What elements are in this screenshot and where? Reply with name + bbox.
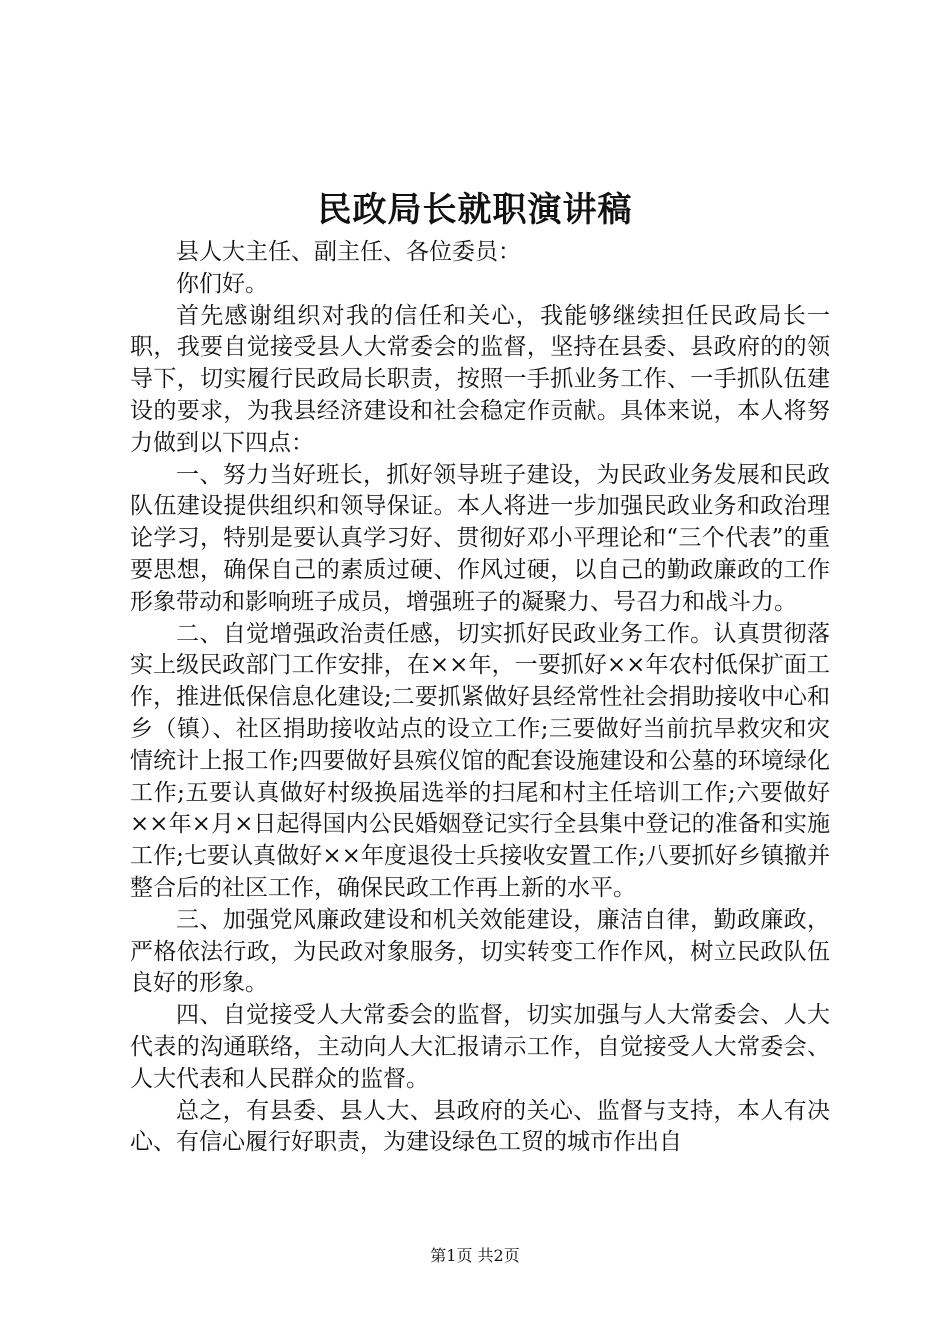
point-four-paragraph: 四、自觉接受人大常委会的监督，切实加强与人大常委会、人大代表的沟通联络，主动向人大汇报请示工作，自觉接受人大常委会、人大代表和人民群众的监督。 [130, 1002, 830, 1092]
intro-paragraph: 首先感谢组织对我的信任和关心，我能够继续担任民政局长一职，我要自觉接受县人大常委会的监督，坚持在县委、县政府的的领导下，切实履行民政局长职责，按照一手抓业务工作、一手抓队伍建设的要求，为我县经济建设和社会稳定作贡献。具体来说，本人将努力做到以下四点： [130, 302, 830, 456]
conclusion-paragraph: 总之，有县委、县人大、县政府的关心、监督与支持，本人有决心、有信心履行好职责，为建设绿色工贸的城市作出自 [130, 1097, 830, 1156]
page-number-footer: 第1页 共2页 [430, 1246, 520, 1265]
document-body [130, 237, 830, 1159]
greeting-paragraph: 你们好。 [176, 270, 268, 297]
point-one-paragraph: 一、努力当好班长，抓好领导班子建设，为民政业务发展和民政队伍建设提供组织和领导保证。本人将进一步加强民政业务和政治理论学习，特别是要认真学习好、贯彻好邓小平理论和“三个代表”的重要思想，确保自己的素质过硬、作风过硬，以自己的勤政廉政的工作形象带动和影响班子成员，增强班子的凝聚力、号召力和战斗力。 [130, 461, 830, 615]
salutation-paragraph: 县人大主任、副主任、各位委员： [176, 239, 521, 265]
point-two-paragraph: 二、自觉增强政治责任感，切实抓好民政业务工作。认真贯彻落实上级民政部门工作安排，在××年，一要抓好××年农村低保扩面工作，推进低保信息化建设;二要抓紧做好县经常性社会捐助接收中心和乡（镇）、社区捐助接收站点的设立工作;三要做好当前抗旱救灾和灾情统计上报工作;四要做好县殡仪馆的配套设施建设和公墓的环境绿化工作;五要认真做好村级换届选举的扫尾和村主任培训工作;六要做好××年×月×日起得国内公民婚姻登记实行全县集中登记的准备和实施工作;七要认真做好××年度退役士兵接收安置工作;八要抓好乡镇撤并整合后的社区工作，确保民政工作再上新的水平。 [130, 620, 830, 901]
point-three-paragraph: 三、加强党风廉政建设和机关效能建设，廉洁自律，勤政廉政，严格依法行政，为民政对象服务，切实转变工作作风，树立民政队伍良好的形象。 [130, 906, 830, 997]
document-title: 民政局长就职演讲稿 [317, 190, 633, 230]
